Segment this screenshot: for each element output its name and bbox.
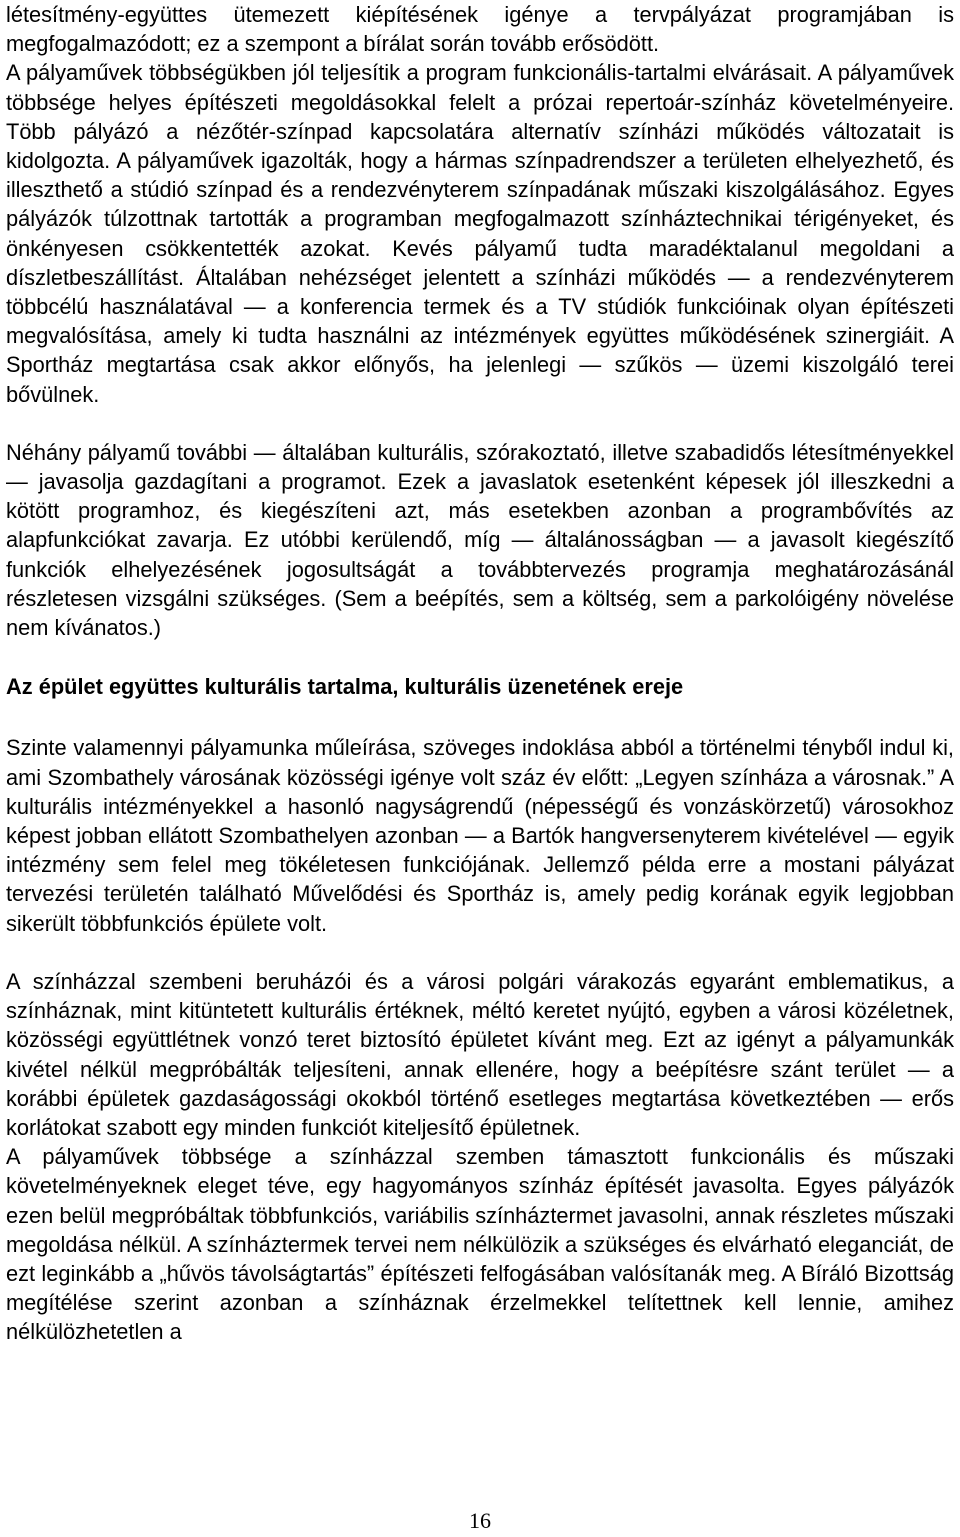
paragraph-theatre-design: A pályaművek többsége a színházzal szemben támasztott funkcionális és műszaki követelményeknek eleget téve, egy hagyományos színház építését javasolta. Egyes pályázók ezen belül megpróbáltak többfunkciós, variábilis színháztermet javasolni, annak részletes műszaki megoldása nélkül. A színháztermek tervei nem nélkülözik a szükséges és elvárható eleganciát, de ezt leginkább a „hűvös távolságtartás” építészeti felfogásában valósítanák meg. A Bíráló Bizottság megítélése szerint azonban a színháznak érzelmekkel telítettnek kell lennie, amihez nélkülözhetetlen a <box>6 1144 954 1345</box>
paragraph-civic-expectations: A színházzal szembeni beruházói és a városi polgári várakozás egyaránt emblematikus, a színháznak, mint kitüntetett kulturális értéknek, méltó keretet nyújtó, egyben a városi közéletnek, közösségi együttlétnek vonzó teret biztosító épületet kívánt meg. Ezt az igényt a pályamunkák kivétel nélkül megpróbálták teljesíteni, annak ellenére, hogy a beépítésre szánt terület — a korábbi épületek gazdaságossági okokból történő esetleges megtartása következtében — erős korlátokat szabott egy minden funkciót kiteljesítő épületnek. <box>6 968 954 1140</box>
document-page <box>6 0 954 1347</box>
section-heading: Az épület együttes kulturális tartalma, kulturális üzenetének ereje <box>6 674 684 700</box>
paragraph-intro-continuation: létesítmény-együttes ütemezett kiépítésének igénye a tervpályázat programjában is megfogalmazódott; ez a szempont a bírálat során tovább erősödött. <box>6 2 954 57</box>
paragraph-functional-evaluation: A pályaművek többségükben jól teljesítik a program funkcionális-tartalmi elvárásait. A pályaművek többsége helyes építészeti megoldásokkal felelt a prózai repertoár-színház követelményeire. Több pályázó a nézőtér-színpad kapcsolatára alternatív színházi működés változatait is kidolgozta. A pályaművek igazolták, hogy a hármas színpadrendszer a területen elhelyezhető, és illeszthető a stúdió színpad és a rendezvényterem színpadának műszaki kiszolgálásához. Egyes pályázók túlzottnak tartották a programban megfogalmazott színháztechnikai térigényeket, és önkényesen csökkentették azokat. Kevés pályamű tudta maradéktalanul megoldani a díszletbeszállítást. Általában nehézséget jelentett a színházi működés — a rendezvényterem többcélú használatával — a konferencia termek és a TV stúdiók funkcióinak olyan építészeti megvalósítása, amely ki tudta használni az intézmények együttes működésének szinergiáit. A Sportház megtartása csak akkor előnyős, ha jelenlegi — szűkös — üzemi kiszolgáló terei bővülnek. <box>6 60 954 407</box>
page-number: 16 <box>469 1508 491 1533</box>
paragraph-program-extension: Néhány pályamű további — általában kulturális, szórakoztató, illetve szabadidős létesítményekkel — javasolja gazdagítani a programot. Ezek a javaslatok esetenként képesek jól illeszkedni a kötött programhoz, és kiegészíteni azt, más esetekben azonban a programbővítés az alapfunkciókat zavarja. Ez utóbbi kerülendő, míg — általánosságban — a javasolt kiegészítő funkciók elhelyezésének jogosultságát a továbbtervezés programja meghatározásánál részletesen vizsgálni szükséges. (Sem a beépítés, sem a költség, sem a parkolóigény növelése nem kívánatos.) <box>6 439 954 641</box>
paragraph-historical-context: Szinte valamennyi pályamunka műleírása, szöveges indoklása abból a történelmi tényből indul ki, ami Szombathely városának közösségi igénye volt száz év előtt: „Legyen színháza a városnak.” A kulturális intézményekkel a hasonló nagyságrendű (népességű és vonzáskörzetű) városokhoz képest jobban ellátott Szombathelyen azonban — a Bartók hangversenyterem kivételével — egyik intézmény sem felel meg tökéletesen funkciójának. Jellemző példa erre a mostani pályázat tervezési területén található Művelődési és Sportház is, amely pedig korának egyik legjobban sikerült többfunkciós épülete volt. <box>6 735 954 936</box>
